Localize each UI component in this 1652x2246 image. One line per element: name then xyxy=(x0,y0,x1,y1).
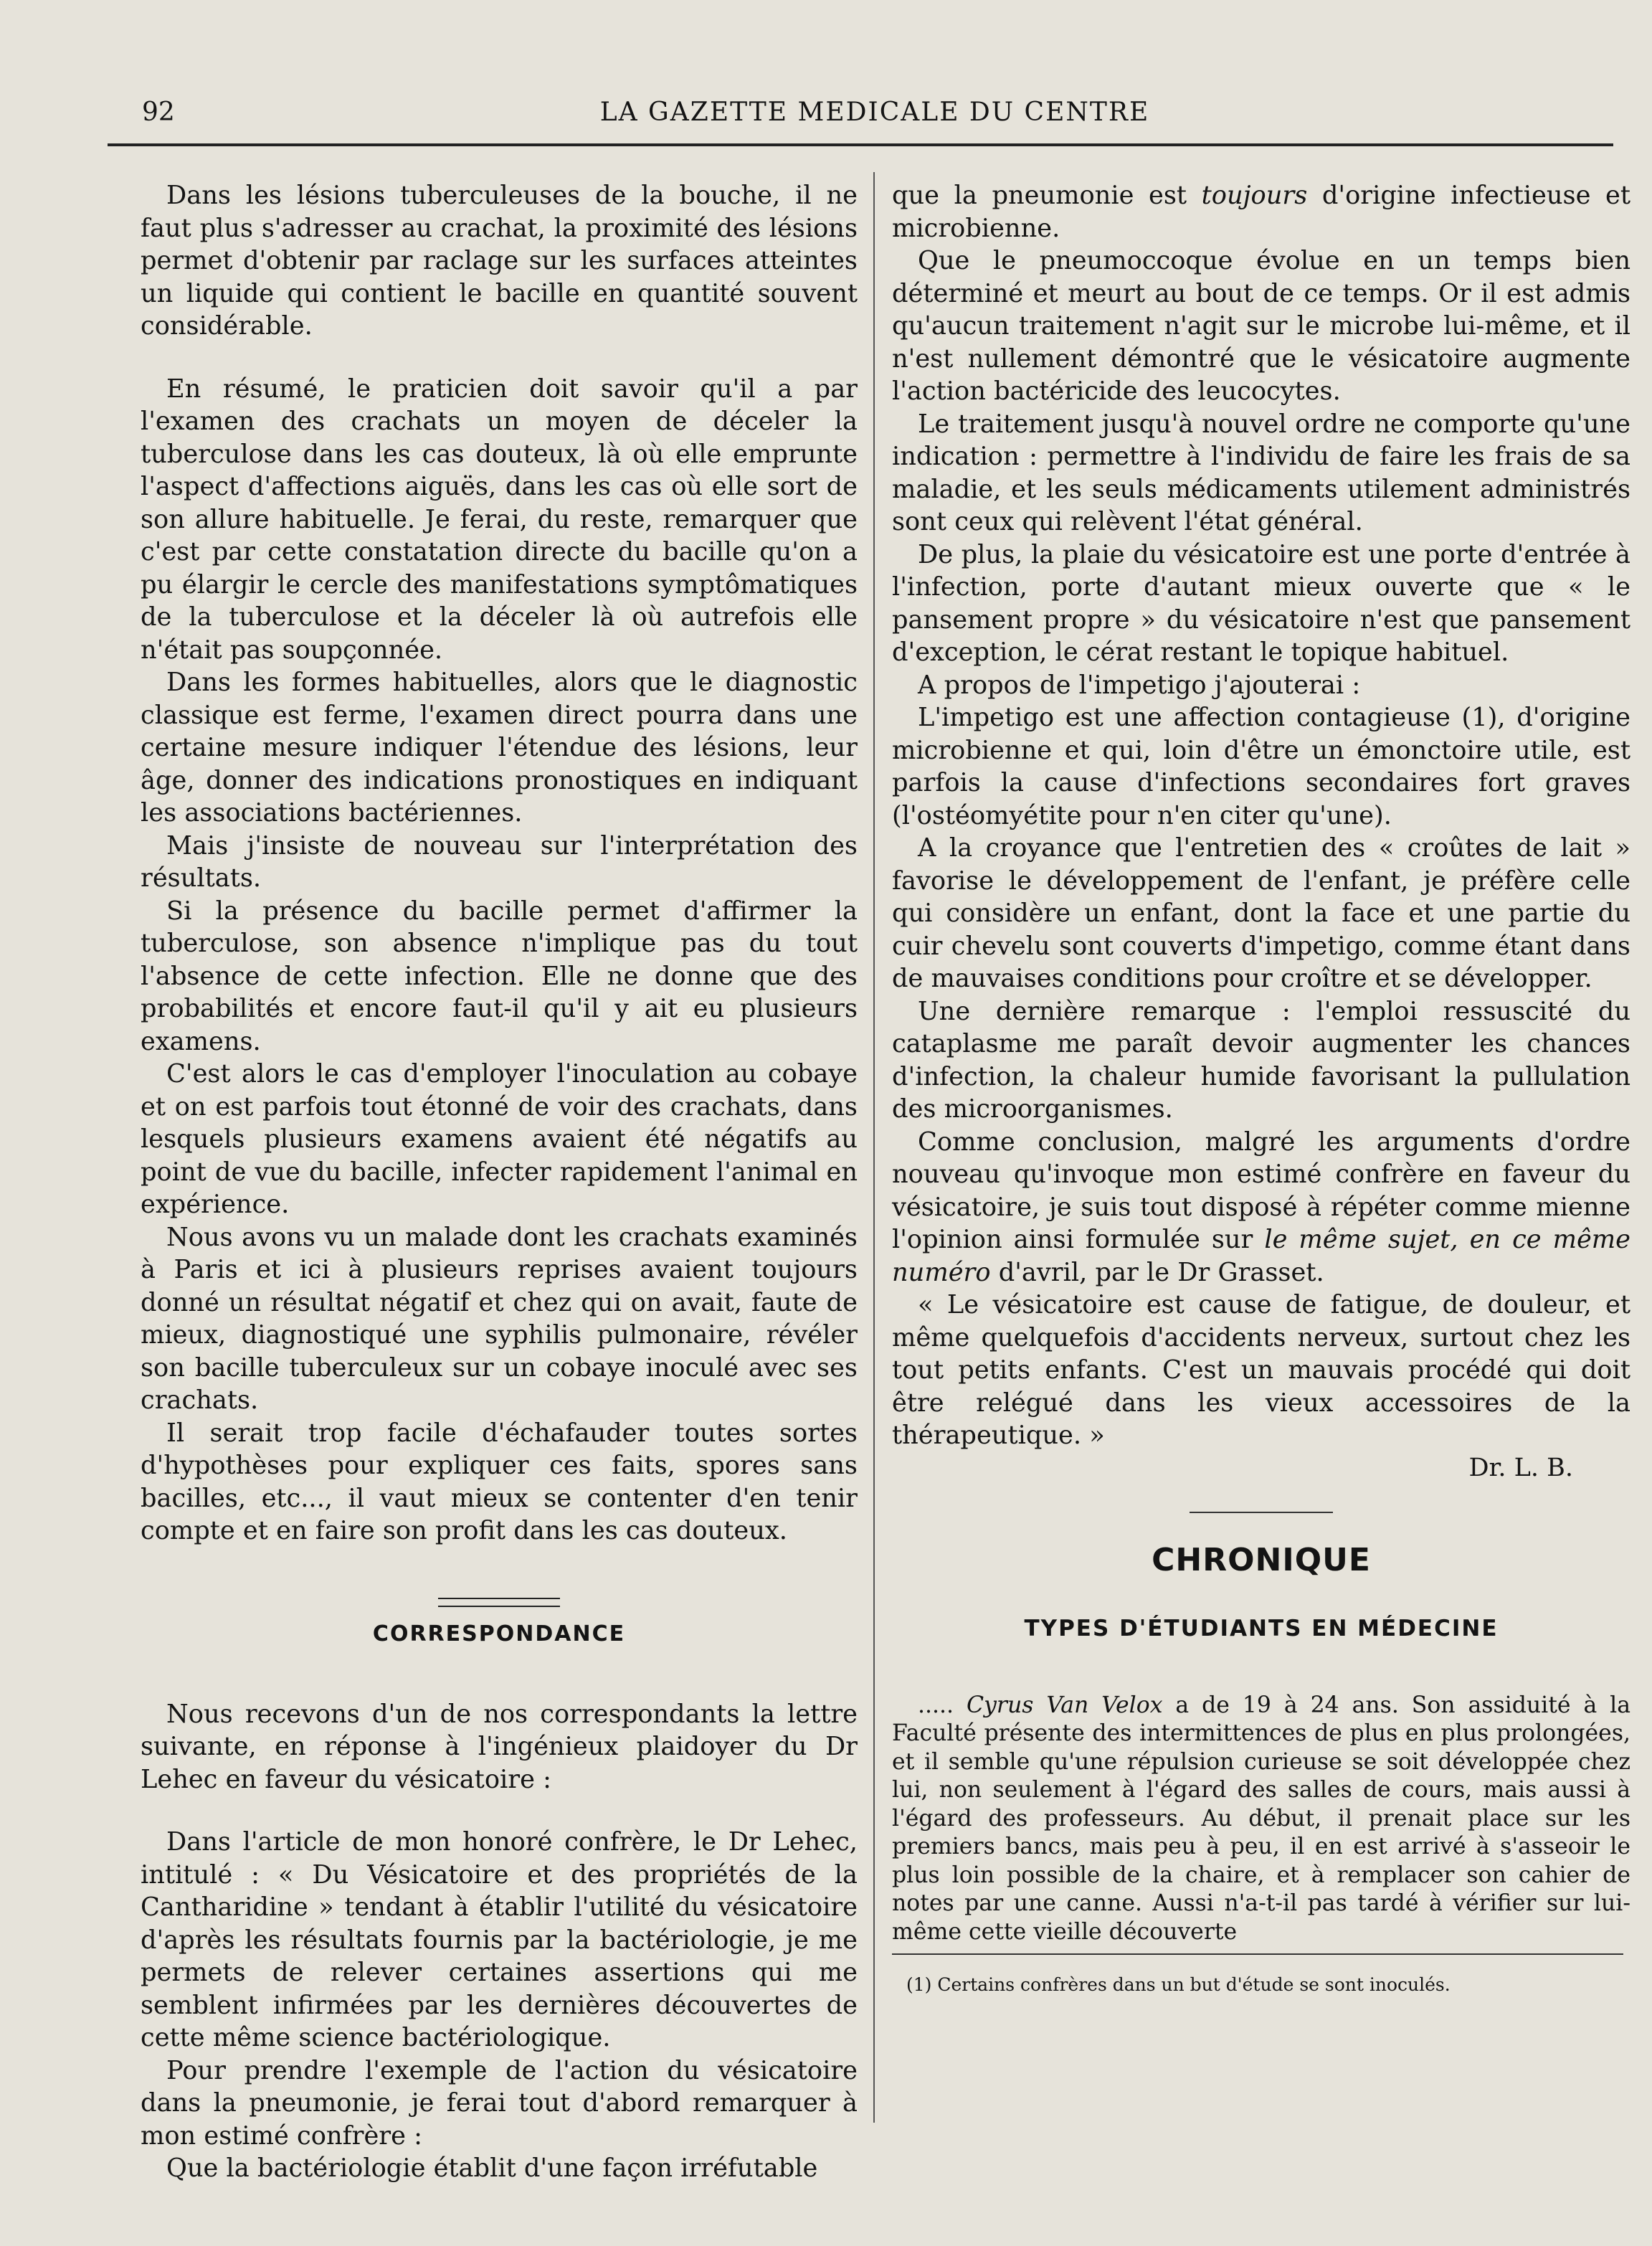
header-rule xyxy=(108,143,1613,146)
paragraph: L'impetigo est une affection contagieuse (1), d'origine microbienne et qui, loin d'être un émonctoire utile, est parfois la cause d'infections secondaires fort graves (l'ostéomyétite pour n'en citer qu'une). xyxy=(892,703,1630,830)
paragraph: Dans l'article de mon honoré confrère, le Dr Lehec, intitulé : « Du Vésicatoire et des propriétés de la Cantharidine » tendant à établir l'utilité du vésicatoire d'après les résultats fournis par la bactériologie, je me permets de relever certaines assertions qui me semblent infirmées par les dernières découvertes de cette même science bactériologique. xyxy=(141,1827,858,2052)
paragraph: Mais j'insiste de nouveau sur l'interprétation des résultats. xyxy=(141,830,858,893)
chronique-title: CHRONIQUE xyxy=(1152,1541,1371,1578)
page-number: 92 xyxy=(142,98,175,127)
footnote-rule xyxy=(892,1953,1623,1955)
paragraph: Il serait trop facile d'échafauder toutes sortes d'hypothèses pour expliquer ces faits, spores sans bacilles, etc..., il vaut mieux se contenter d'en tenir compte et en faire son profit dans les cas douteux. xyxy=(141,1418,858,1545)
text-run: Comme conclusion, malgré les arguments d'ordre nouveau qu'invoque mon estimé confrère en faveur du vésicatoire, je suis tout disposé à répéter comme mienne l'opinion ainsi formulée sur xyxy=(892,1127,1630,1254)
text-run: ..... xyxy=(918,1692,967,1718)
text-run: d'origine infectieuse et microbienne. xyxy=(892,181,1630,243)
emphasis: toujours xyxy=(1201,181,1308,210)
page-header xyxy=(136,92,1613,135)
paragraph: Dans les lésions tuberculeuses de la bouche, il ne faut plus s'adresser au crachat, la proximité des lésions permet d'obtenir par raclage sur les surfaces atteintes un liquide qui contient le bacille en quantité souvent considérable. xyxy=(141,181,858,341)
running-title: LA GAZETTE MEDICALE DU CENTRE xyxy=(599,98,1150,127)
paragraph: A propos de l'impetigo j'ajouterai : xyxy=(918,670,1361,700)
text-run: a de 19 à 24 ans. Son assiduité à la Faculté présente des intermittences de plus en plus prolongées, et il semble qu'une répulsion curieuse se soit développée chez lui, non seulement à l'égard des salles de cours, mais aussi à l'égard des professeurs. Au début, il prenait place sur les premiers bancs, mais peu à peu, il en est arrivé à s'asseoir le plus loin possible de la chaire, et à remplacer son cahier de notes par une canne. Aussi n'a-t-il pas tardé à vérifier sur lui-même cette vieille découverte xyxy=(892,1692,1631,1945)
paragraph: Si la présence du bacille permet d'affirmer la tuberculose, son absence n'implique pas du tout l'absence de cette infection. Elle ne donne que des probabilités et encore faut-il qu'il y ait eu plusieurs examens. xyxy=(141,896,858,1056)
paragraph xyxy=(892,1692,1630,1947)
paragraph: C'est alors le cas d'employer l'inoculation au cobaye et on est parfois tout étonné de voir des crachats, dans lesquels plusieurs examens avaient été négatifs au point de vue du bacille, infecter rapidement l'animal en expérience. xyxy=(141,1059,858,1219)
chronique-subtitle: TYPES D'ÉTUDIANTS EN MÉDECINE xyxy=(1024,1615,1499,1641)
signature: Dr. L. B. xyxy=(1468,1453,1573,1482)
left-column xyxy=(141,179,858,2185)
column-divider xyxy=(873,172,875,2123)
paragraph: Une dernière remarque : l'emploi ressuscité du cataplasme me paraît devoir augmenter les chances d'infection, la chaleur humide favorisant la pullulation des microorganismes. xyxy=(892,996,1630,1124)
emphasis: le même sujet, en ce même numéro xyxy=(892,1225,1630,1287)
paragraph: En résumé, le praticien doit savoir qu'il a par l'examen des crachats un moyen de déceler la tuberculose dans les cas douteux, là où elle emprunte l'aspect d'affections aiguës, dans les cas où elle sort de son allure habituelle. Je ferai, du reste, remarquer que c'est par cette constatation directe du bacille qu'on a pu élargir le cercle des manifestations symptômatiques de la tuberculose et la déceler là où autrefois elle n'était pas soupçonnée. xyxy=(141,374,858,665)
paragraph: Dans les formes habituelles, alors que le diagnostic classique est ferme, l'examen direct pourra dans une certaine mesure indiquer l'étendue des lésions, leur âge, donner des indications pronostiques en indiquant les associations bactériennes. xyxy=(141,668,858,828)
footnote: (1) Certains confrères dans un but d'étude se sont inoculés. xyxy=(906,1974,1451,1995)
paragraph: « Le vésicatoire est cause de fatigue, de douleur, et même quelquefois d'accidents nerveux, surtout chez les tout petits enfants. C'est un mauvais procédé qui doit être relégué dans les vieux accessoires de la thérapeutique. » xyxy=(892,1290,1630,1450)
paragraph: Nous avons vu un malade dont les crachats examinés à Paris et ici à plusieurs reprises avaient toujours donné un résultat négatif et chez qui on avait, faute de mieux, diagnostiqué une syphilis pulmonaire, révéler son bacille tuberculeux sur un cobaye inoculé avec ses crachats. xyxy=(141,1222,858,1415)
section-double-rule xyxy=(438,1598,560,1607)
paragraph: De plus, la plaie du vésicatoire est une porte d'entrée à l'infection, porte d'autant mieux ouverte que « le pansement propre » du vésicatoire n'est que pansement d'exception, le cérat restant le topique habituel. xyxy=(892,539,1630,667)
paragraph: Pour prendre l'exemple de l'action du vésicatoire dans la pneumonie, je ferai tout d'abord remarquer à mon estimé confrère : xyxy=(141,2055,858,2151)
paragraph: A la croyance que l'entretien des « croûtes de lait » favorise le développement de l'enfant, je préfère celle qui considère un enfant, dont la face et une partie du cuir chevelu sont couverts d'impetigo, comme étant dans de mauvaises conditions pour croître et se développer. xyxy=(892,833,1630,993)
paragraph xyxy=(892,1126,1630,1289)
paragraph: Que la bactériologie établit d'une façon irréfutable xyxy=(166,2153,818,2183)
right-column xyxy=(892,179,1630,1996)
paragraph: Que le pneumoccoque évolue en un temps bien déterminé et meurt au bout de ce temps. Or il est admis qu'aucun traitement n'agit sur le microbe lui-même, et il n'est nullement démontré que le vésicatoire augmente l'action bactéricide des leucocytes. xyxy=(892,246,1630,406)
text-run: d'avril, par le Dr Grasset. xyxy=(990,1257,1324,1287)
paragraph: Le traitement jusqu'à nouvel ordre ne comporte qu'une indication : permettre à l'individu de faire les frais de sa maladie, et les seuls médicaments utilement administrés sont ceux qui relèvent l'état général. xyxy=(892,409,1630,536)
paragraph: Nous recevons d'un de nos correspondants la lettre suivante, en réponse à l'ingénieux plaidoyer du Dr Lehec en faveur du vésicatoire : xyxy=(141,1699,858,1794)
section-rule xyxy=(1190,1512,1333,1513)
section-title: CORRESPONDANCE xyxy=(372,1621,626,1646)
text-run: que la pneumonie est xyxy=(892,181,1202,210)
paragraph xyxy=(892,179,1630,245)
emphasis: Cyrus Van Velox xyxy=(967,1692,1163,1718)
